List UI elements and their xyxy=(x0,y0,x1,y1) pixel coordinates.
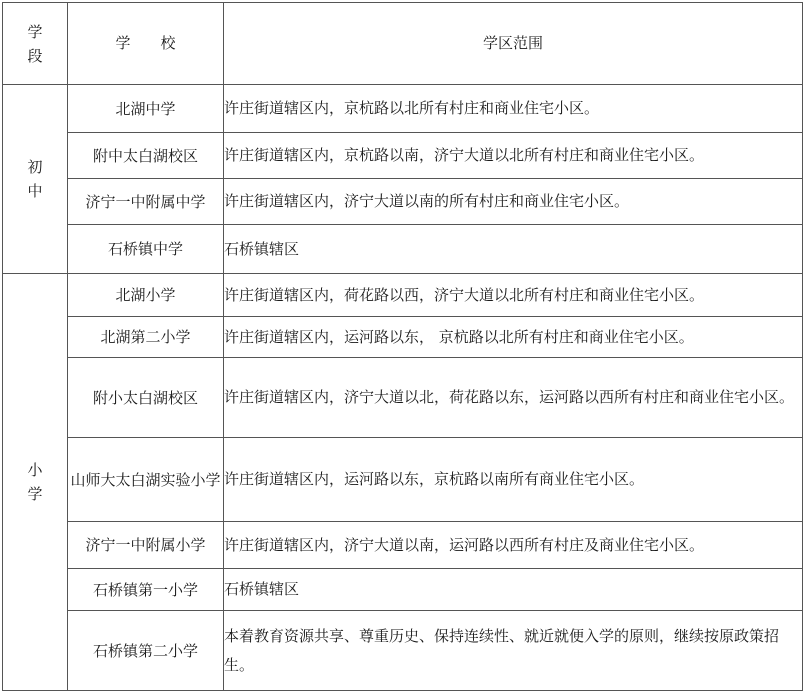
district-area: 许庄街道辖区内，济宁大道以北，荷花路以东，运河路以西所有村庄和商业住宅小区。 xyxy=(224,358,803,438)
header-stage-line1: 学 xyxy=(27,22,43,41)
table-row xyxy=(3,133,803,179)
stage-label-line1: 初 xyxy=(27,158,43,176)
school-name: 济宁一中附属小学 xyxy=(68,522,224,569)
school-name: 石桥镇第一小学 xyxy=(68,569,224,611)
district-area: 本着教育资源共享、尊重历史、保持连续性、就近就便入学的原则，继续按原政策招生。 xyxy=(224,611,803,691)
header-stage-line2: 段 xyxy=(27,46,43,65)
stage-label-line2: 中 xyxy=(27,182,43,200)
table-row xyxy=(3,179,803,225)
district-area: 许庄街道辖区内，济宁大道以南的所有村庄和商业住宅小区。 xyxy=(224,179,803,225)
header-school-label: 学 校 xyxy=(115,34,176,53)
school-name: 北湖中学 xyxy=(68,85,224,133)
school-name: 山师大太白湖实验小学 xyxy=(68,438,224,522)
table-row xyxy=(3,85,803,133)
district-area: 石桥镇辖区 xyxy=(224,225,803,274)
stage-cell-junior xyxy=(3,85,68,274)
table-row xyxy=(3,569,803,611)
table-row xyxy=(3,522,803,569)
table-row xyxy=(3,317,803,358)
table-row xyxy=(3,611,803,691)
table-row xyxy=(3,225,803,274)
school-name: 石桥镇中学 xyxy=(68,225,224,274)
district-area: 许庄街道辖区内，运河路以东， 京杭路以北所有村庄和商业住宅小区。 xyxy=(224,317,803,358)
district-area: 石桥镇辖区 xyxy=(224,569,803,611)
table-row xyxy=(3,358,803,438)
stage-label-line1: 小 xyxy=(27,461,43,479)
table-row xyxy=(3,274,803,317)
school-name: 附小太白湖校区 xyxy=(68,358,224,438)
header-stage xyxy=(3,3,68,85)
stage-cell-primary xyxy=(3,274,68,691)
school-name: 济宁一中附属中学 xyxy=(68,179,224,225)
stage-label-line2: 学 xyxy=(27,485,43,503)
district-area: 许庄街道辖区内，运河路以东，京杭路以南所有商业住宅小区。 xyxy=(224,438,803,522)
school-district-table xyxy=(2,2,803,691)
table-row xyxy=(3,438,803,522)
district-area: 许庄街道辖区内，荷花路以西，济宁大道以北所有村庄和商业住宅小区。 xyxy=(224,274,803,317)
school-name: 北湖第二小学 xyxy=(68,317,224,358)
school-name: 石桥镇第二小学 xyxy=(68,611,224,691)
header-area-label: 学区范围 xyxy=(482,34,543,53)
district-area: 许庄街道辖区内，京杭路以南，济宁大道以北所有村庄和商业住宅小区。 xyxy=(224,133,803,179)
school-name: 附中太白湖校区 xyxy=(68,133,224,179)
school-name: 北湖小学 xyxy=(68,274,224,317)
district-area: 许庄街道辖区内，济宁大道以南，运河路以西所有村庄及商业住宅小区。 xyxy=(224,522,803,569)
district-area: 许庄街道辖区内，京杭路以北所有村庄和商业住宅小区。 xyxy=(224,85,803,133)
header-row xyxy=(3,3,803,85)
header-school xyxy=(68,3,224,85)
header-area xyxy=(224,3,803,85)
